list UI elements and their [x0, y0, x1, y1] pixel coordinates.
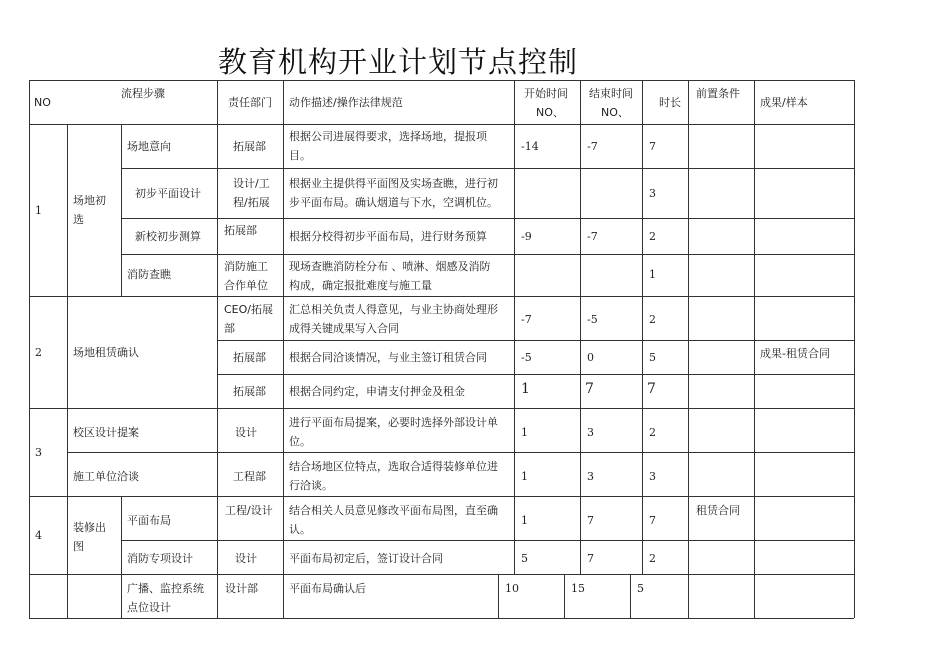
dept-cell: 设计	[235, 552, 257, 565]
action-cell: 汇总相关负责人得意见，与业主协商处理形	[289, 303, 498, 316]
step-cell: 初步平面设计	[135, 187, 201, 200]
rule	[67, 452, 854, 453]
group-no: 4	[35, 529, 42, 542]
header-steps: 流程步骤	[121, 87, 165, 100]
group-label: 图	[73, 540, 84, 553]
rule	[688, 80, 689, 618]
action-cell: 目。	[289, 149, 311, 162]
rule	[564, 574, 565, 618]
start-cell: 1	[521, 381, 530, 397]
dept-cell: CEO/拓展	[224, 303, 273, 316]
start-cell: -9	[521, 230, 532, 243]
end-cell: -7	[587, 230, 598, 243]
step-cell: 点位设计	[127, 601, 171, 614]
header-end-sub: NO、	[601, 106, 629, 119]
rule	[121, 218, 854, 219]
group-label: 选	[73, 213, 84, 226]
dept-cell: 拓展部	[233, 385, 266, 398]
action-cell: 结合场地区位特点，选取合适得装修单位进	[289, 460, 498, 473]
duration-cell: 7	[647, 381, 656, 397]
duration-cell: 5	[637, 582, 644, 595]
start-cell: -5	[521, 351, 532, 364]
rule	[580, 80, 581, 574]
step-cell: 广播、监控系统	[127, 582, 204, 595]
rule	[754, 80, 755, 618]
rule	[217, 374, 854, 375]
rule	[217, 340, 854, 341]
action-cell: 位。	[289, 435, 311, 448]
precondition-cell: 租赁合同	[696, 504, 740, 517]
header-result: 成果/样本	[760, 96, 808, 109]
rule	[121, 496, 122, 618]
dept-cell: 工程部	[233, 470, 266, 483]
rule	[29, 124, 854, 125]
dept-cell: 设计	[235, 426, 257, 439]
group-label: 场地租赁确认	[73, 346, 139, 359]
action-cell: 根据合同约定，申请支付押金及租金	[289, 385, 465, 398]
start-cell: 10	[505, 582, 519, 595]
rule	[283, 80, 284, 618]
rule	[121, 124, 122, 296]
end-cell: 7	[587, 552, 594, 565]
dept-cell: 拓展部	[233, 351, 266, 364]
dept-cell: 拓展部	[233, 140, 266, 153]
dept-cell: 合作单位	[224, 279, 268, 292]
rule	[29, 618, 854, 619]
result-cell: 成果-租赁合同	[760, 347, 830, 360]
group-label: 场地初	[73, 194, 106, 207]
action-cell: 行洽谈。	[289, 479, 333, 492]
end-cell: 7	[585, 381, 594, 397]
action-cell: 根据合同洽谈情况，与业主签订租赁合同	[289, 351, 487, 364]
header-start-sub: NO、	[536, 106, 564, 119]
dept-cell: 拓展部	[224, 224, 257, 237]
rule	[29, 296, 854, 297]
rule	[217, 80, 218, 618]
end-cell: 15	[571, 582, 585, 595]
header-duration: 时长	[659, 96, 681, 109]
end-cell: -5	[587, 313, 598, 326]
duration-cell: 2	[649, 552, 656, 565]
action-cell: 根据业主提供得平面图及实场查瞧，进行初	[289, 177, 498, 190]
start-cell: 1	[521, 470, 528, 483]
action-cell: 根据分校得初步平面布局，进行财务预算	[289, 230, 487, 243]
dept-cell: 设计/工	[233, 177, 270, 190]
dept-cell: 程/拓展	[233, 196, 270, 209]
rule	[514, 80, 515, 574]
header-start: 开始时间	[524, 87, 568, 100]
duration-cell: 3	[649, 187, 656, 200]
group-label: 装修出	[73, 521, 106, 534]
action-cell: 平面布局初定后，签订设计合同	[289, 552, 443, 565]
start-cell: 1	[521, 514, 528, 527]
end-cell: 3	[587, 426, 594, 439]
header-dept: 责任部门	[228, 96, 272, 109]
action-cell: 成得关键成果写入合同	[289, 322, 399, 335]
start-cell: -14	[521, 140, 539, 153]
duration-cell: 2	[649, 230, 656, 243]
end-cell: 7	[587, 514, 594, 527]
action-cell: 平面布局确认后	[289, 582, 366, 595]
step-cell: 新校初步测算	[135, 230, 201, 243]
rule	[498, 574, 499, 618]
rule	[29, 496, 854, 497]
rule	[854, 80, 855, 618]
rule	[29, 408, 854, 409]
group-no: 1	[35, 204, 42, 217]
header-no: NO	[34, 96, 51, 109]
step-cell: 施工单位洽谈	[73, 470, 139, 483]
start-cell: -7	[521, 313, 532, 326]
rule	[630, 574, 631, 618]
duration-cell: 1	[649, 268, 656, 281]
step-cell: 消防专项设计	[127, 552, 193, 565]
dept-cell: 设计部	[225, 582, 258, 595]
action-cell: 根据公司进展得要求，选择场地，提报项	[289, 130, 487, 143]
rule	[121, 168, 854, 169]
header-precondition: 前置条件	[696, 87, 740, 100]
duration-cell: 2	[649, 313, 656, 326]
step-cell: 消防查瞧	[127, 268, 171, 281]
rule	[29, 80, 30, 618]
step-cell: 平面布局	[127, 514, 171, 527]
duration-cell: 5	[649, 351, 656, 364]
start-cell: 1	[521, 426, 528, 439]
action-cell: 构成，确定报批难度与施工量	[289, 279, 432, 292]
action-cell: 现场查瞧消防栓分布 、喷淋、烟感及消防	[289, 260, 491, 273]
rule	[121, 254, 854, 255]
duration-cell: 2	[649, 426, 656, 439]
header-end: 结束时间	[589, 87, 633, 100]
rule	[29, 574, 854, 575]
step-cell: 场地意向	[127, 140, 171, 153]
group-no: 3	[35, 446, 42, 459]
rule	[29, 80, 854, 81]
action-cell: 认。	[289, 523, 311, 536]
end-cell: -7	[587, 140, 598, 153]
dept-cell: 工程/设计	[225, 504, 273, 517]
rule	[67, 124, 68, 618]
end-cell: 0	[587, 351, 594, 364]
rule	[642, 80, 643, 574]
start-cell: 5	[521, 552, 528, 565]
action-cell: 结合相关人员意见修改平面布局图，直至确	[289, 504, 498, 517]
dept-cell: 部	[224, 322, 235, 335]
step-cell: 校区设计提案	[73, 426, 139, 439]
action-cell: 步平面布局。确认烟道与下水，空调机位。	[289, 196, 498, 209]
action-cell: 进行平面布局提案，必要时选择外部设计单	[289, 416, 498, 429]
group-no: 2	[35, 346, 42, 359]
dept-cell: 消防施工	[224, 260, 268, 273]
duration-cell: 7	[649, 514, 656, 527]
rule	[121, 540, 854, 541]
header-action: 动作描述/操作法律规范	[289, 96, 403, 109]
duration-cell: 7	[649, 140, 656, 153]
page-title: 教育机构开业计划节点控制	[218, 45, 579, 79]
end-cell: 3	[587, 470, 594, 483]
duration-cell: 3	[649, 470, 656, 483]
